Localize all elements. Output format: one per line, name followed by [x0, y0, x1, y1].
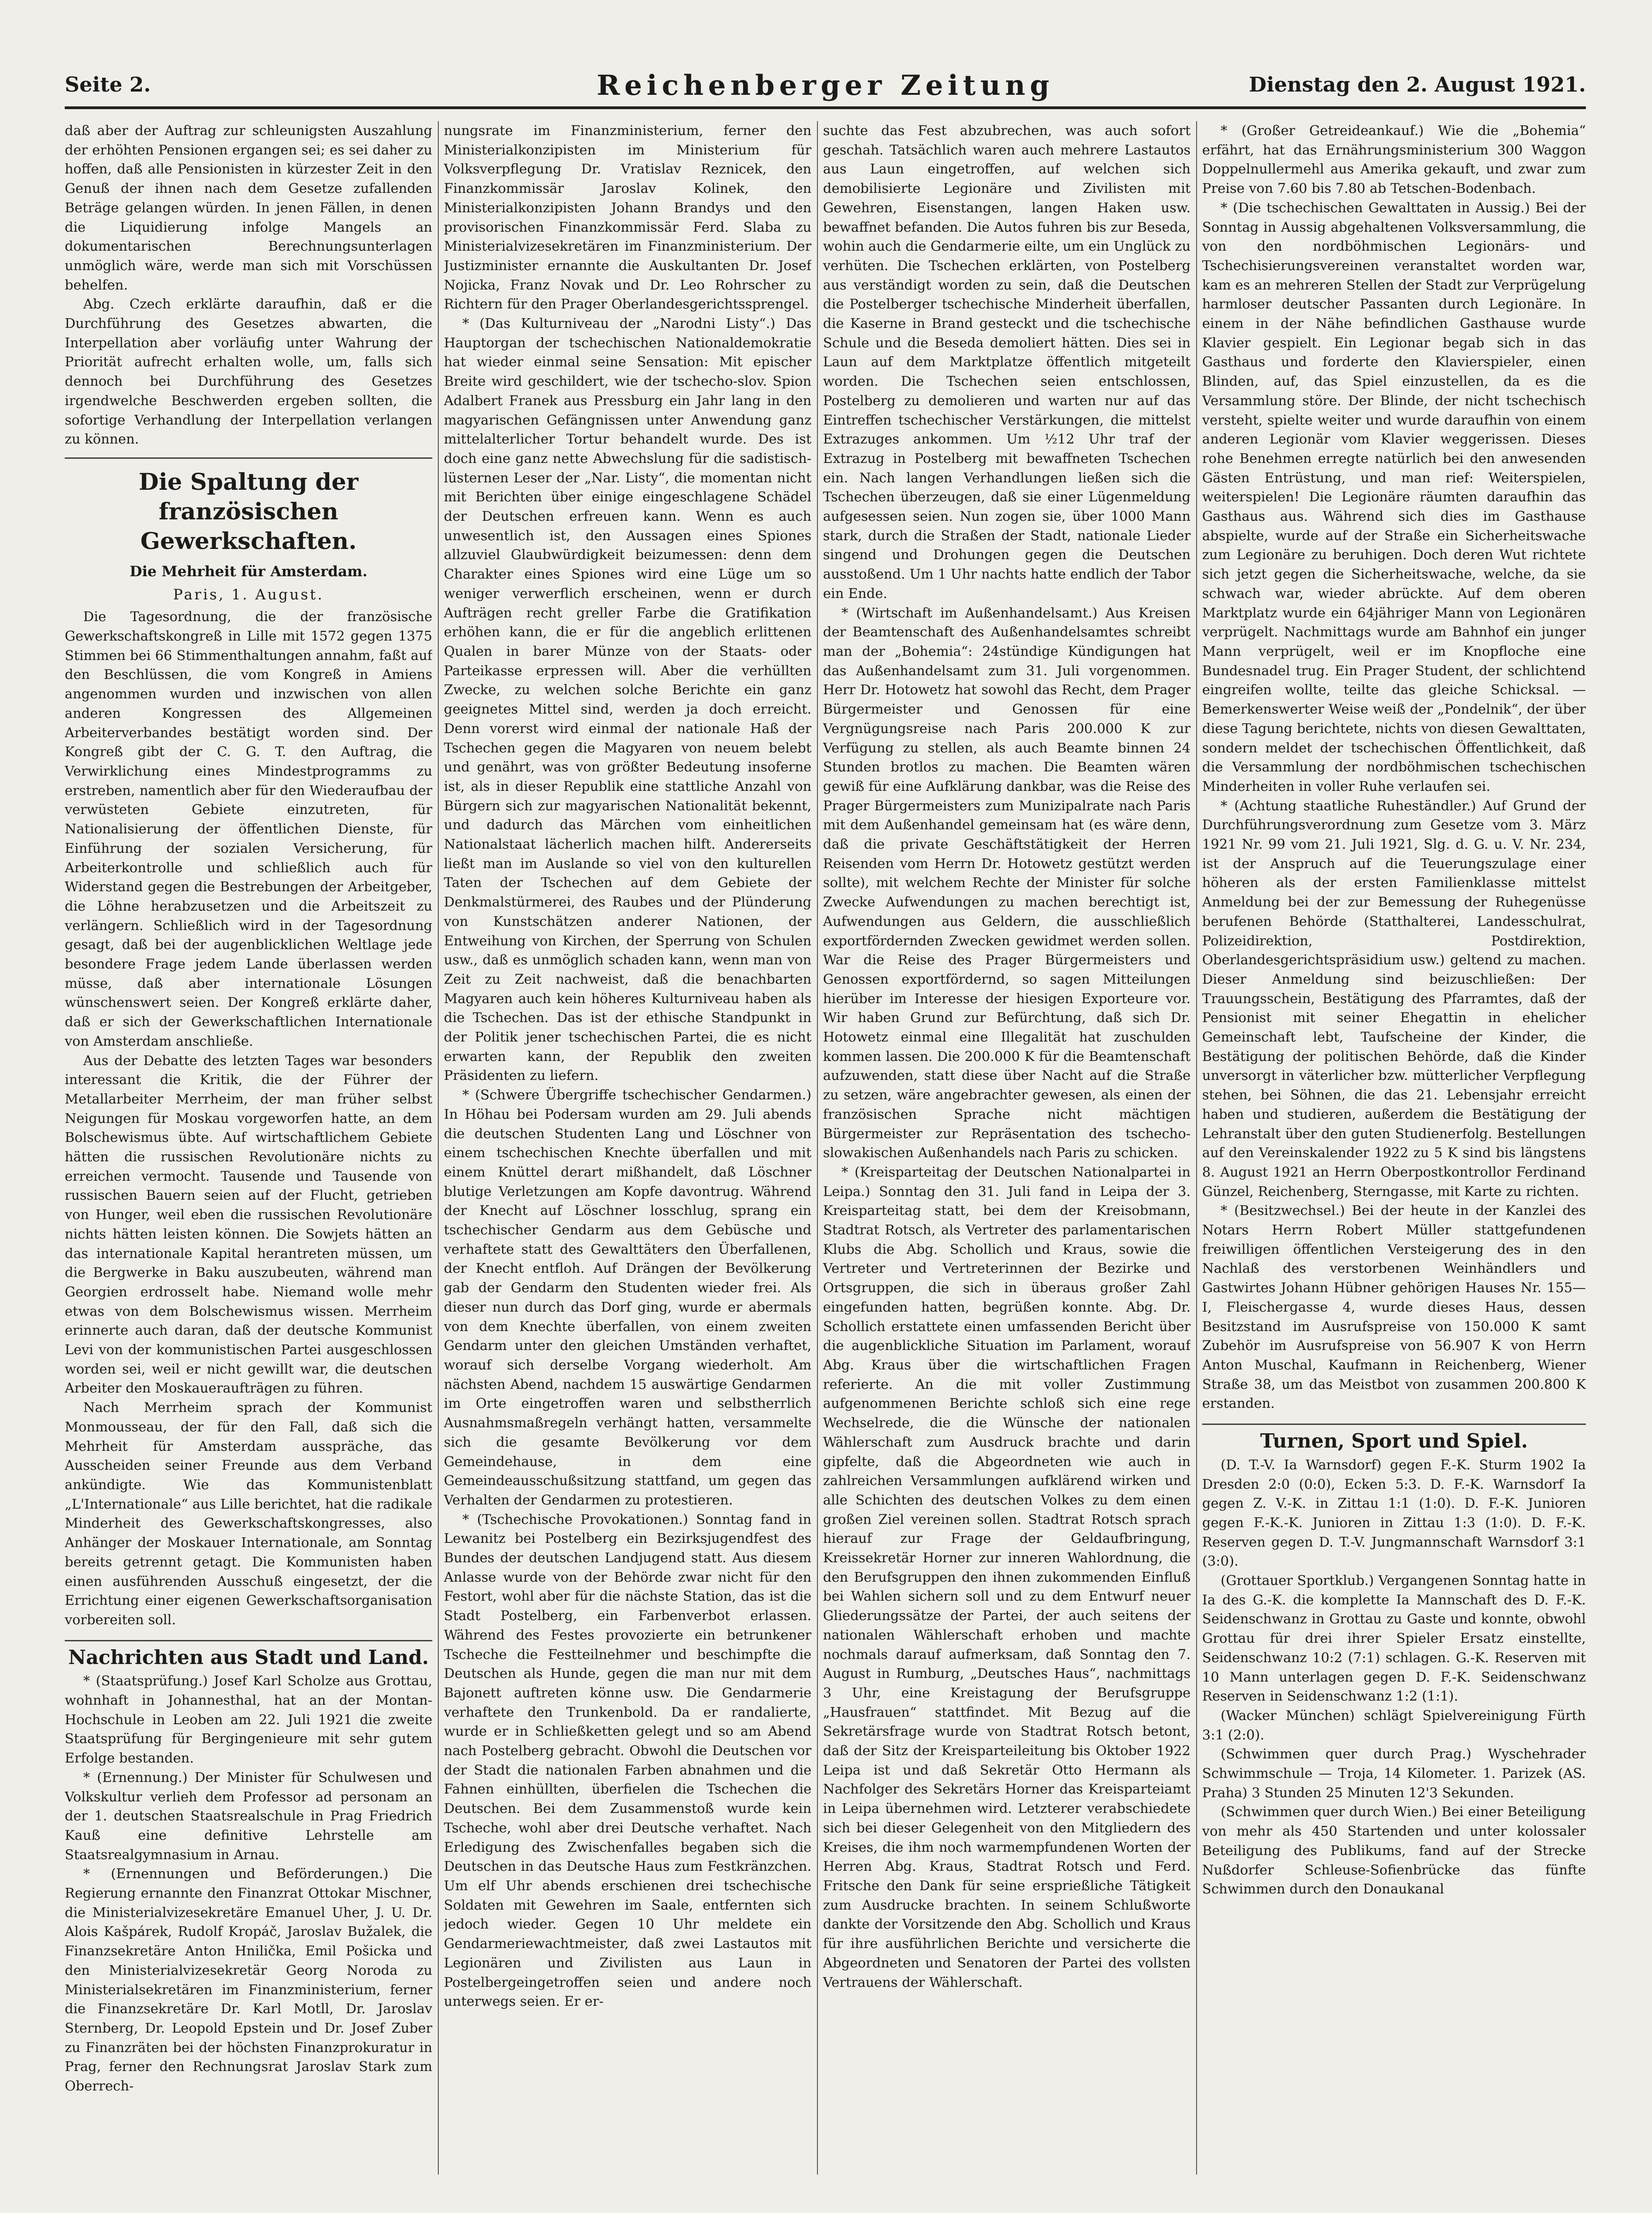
- sport-item: (Schwimmen quer durch Wien.) Bei einer Beteiligung von mehr als 450 Startenden und unter kolossaler Beteiligung des Publikums, fand auf der Strecke Nußdorfer Schleuse-Sofienbrücke das fünfte Schwimmen durch den Donaukanal: [1202, 1804, 1586, 1897]
- section-heading: Nachrichten aus Stadt und Land.: [65, 1640, 432, 1667]
- column-3: [823, 121, 1191, 2175]
- news-item: * (Ernennung.) Der Minister für Schulwesen und Volkskultur verlieh dem Professor ad personam an der 1. deutschen Staatsrealschule in Prag Friedrich Kauß eine definitive Lehrstelle am Staatsrealgymnasium in Arnau.: [65, 1769, 432, 1862]
- news-item: * (Großer Getreideankauf.) Wie die „Bohemia“ erfährt, hat das Ernährungsministerium 300 Waggon Doppelnullermehl aus Amerika gekauft, und zwar zum Preise von 7.60 bis 7.80 ab Tetschen-Bodenbach.: [1202, 123, 1586, 197]
- news-item: nungsrate im Finanzministerium, ferner den Ministerialkonzipisten im Ministerium für Volksverpflegung Dr. Vratislav Reznicek, den Finanzkommissär Jaroslav Kolinek, den Ministerialkonzipisten Johann Brandys und den provisorischen Finanzkommissär Ferd. Slaba zu Ministerialvizesekretären im Finanzministerium. Der Justizminister ernannte die Auskultanten Dr. Josef Nojicka, Franz Novak und Dr. Leo Rohrscher zu Richtern für den Prager Oberlandesgerichtssprengel.: [444, 123, 811, 312]
- article-text: Abg. Czech erklärte daraufhin, daß er die Durchführung des Gesetzes abwarten, die Interpellation aber vorläufig unter Wahrung der Priorität aufrecht erhalten wolle, um, falls sich dennoch bei Durchführung des Gesetzes irgendwelche Beschwerden ergeben sollten, die sofortige Verhandlung der Interpellation verlangen zu können.: [65, 296, 432, 447]
- article-text: Nach Merrheim sprach der Kommunist Monmousseau, der für den Fall, daß sich die Mehrheit für Amsterdam ausspräche, das Ausscheiden seiner Freunde aus dem Verband ankündigte. Wie das Kommunistenblatt „L'Internationale“ aus Lille berichtet, hat die radikale Minderheit des Gewerkschaftskongresses, also Anhänger der Moskauer Internationale, am Sonntag bereits getrennt getagt. Die Kommunisten haben einen ausführenden Ausschuß eingesetzt, der die Errichtung einer eigenen Gewerkschaftsorganisation vorbereiten soll.: [65, 1399, 432, 1627]
- column-divider: [438, 121, 439, 2175]
- news-item: * (Ernennungen und Beförderungen.) Die Regierung ernannte den Finanzrat Ottokar Mischner, die Ministerialvizesekretäre Emanuel Uher, J. U. Dr. Alois Kašpárek, Rudolf Kropáč, Jaroslav Bužalek, die Finanzsekretäre Anton Hnilička, Emil Pošicka und den Ministerialvizesekretär Georg Noroda zu Ministerialsekretären im Finanzministerium, ferner die Finanzsekretäre Dr. Karl Motll, Dr. Jaroslav Sternberg, Dr. Leopold Epstein und Dr. Josef Zuber zu Finanzräten bei der höchsten Finanzprokuratur in Prag, ferner den Rechnungsrat Jaroslav Stark zum Oberrech-: [65, 1866, 432, 2094]
- column-1: [65, 121, 432, 2175]
- column-divider: [817, 121, 818, 2175]
- news-item: * (Tschechische Provokationen.) Sonntag fand in Lewanitz bei Postelberg ein Bezirksjugendfest des Bundes der deutschen Landjugend statt. Aus diesem Anlasse wurde von der Behörde zwar nicht für den Festort, wohl aber für die nächste Station, das ist die Stadt Postelberg, ein Farbenverbot erlassen. Während des Festes provozierte ein betrunkener Tscheche die Festteilnehmer und beschimpfte die Deutschen als Hunde, gegen die man nur mit dem Bajonett auftreten könne usw. Die Gendarmerie verhaftete den Trunkenbold. Da er randalierte, wurde er in Schließketten gelegt und so am Abend nach Postelberg gebracht. Obwohl die Deutschen vor der Stadt die nationalen Farben abnahmen und die Fahnen einhüllten, überfielen die Tschechen die Deutschen. Bei dem Zusammenstoß wurde kein Tscheche, wohl aber drei Deutsche verhaftet. Nach Erledigung des Zwischenfalles begaben sich die Deutschen in das Deutsche Haus zum Festkränzchen. Um elf Uhr abends erschienen drei tschechische Soldaten mit Gewehren im Saale, entfernten sich jedoch wieder. Gegen 10 Uhr meldete ein Gendarmeriewachtmeister, daß zwei Lastautos mit Legionären und Zivilisten aus Laun in Postelbergeingetroffen seien und andere noch unterwegs seien. Er er-: [444, 1511, 811, 2010]
- article-text: daß aber der Auftrag zur schleunigsten Auszahlung der erhöhten Pensionen ergangen sei; es sei daher zu hoffen, daß alle Pensionisten in kürzester Zeit in den Genuß der ihnen nach dem Gesetze zufallenden Beträge gelangen würden. In jenen Fällen, in denen die Liquidierung infolge Mangels an dokumentarischen Berechnungsunterlagen unmöglich wäre, werde man sich mit Vorschüssen behelfen.: [65, 123, 432, 293]
- issue-date: Dienstag den 2. August 1921.: [1249, 73, 1586, 97]
- section-heading: Turnen, Sport und Spiel.: [1202, 1424, 1586, 1451]
- news-item: * (Kreisparteitag der Deutschen Nationalpartei in Leipa.) Sonntag den 31. Juli fand in Leipa der 3. Kreisparteitag statt, bei dem der Kreisobmann, Stadtrat Rotsch, als Vertreter des parlamentarischen Klubs die Abg. Schollich und Kraus, sowie die Vertreter und Vertreterinnen der Bezirke und Ortsgruppen, die sich in überaus großer Zahl eingefunden hatten, begrüßen konnte. Abg. Dr. Schollich erstattete einen umfassenden Bericht über die augenblickliche Situation im Parlament, worauf Abg. Kraus über die wirtschaftlichen Fragen referierte. An die mit voller Zustimmung aufgenommenen Berichte schloß sich eine rege Wechselrede, die die Wünsche der nationalen Wählerschaft zum Ausdruck brachte und darin gipfelte, daß die Abgeordneten wie auch in zahlreichen Versammlungen aufklärend wirken und alle Schichten des deutschen Volkes zu dem einen großen Ziel vereinen sollen. Stadtrat Rotsch sprach hierauf zur Frage der Geldaufbringung, Kreissekretär Horner zur inneren Wahlordnung, die den Berufsgruppen den ihnen zukommenden Einfluß bei Wahlen sichern soll und zu dem Entwurf neuer Gliederungssätze der Partei, der auch seitens der nationalen Wählerschaft erhoben und machte nochmals darauf aufmerksam, daß Sonntag den 7. August in Rumburg, „Deutsches Haus“, nachmittags 3 Uhr, eine Kreistagung der Berufsgruppe „Hausfrauen“ stattfindet. Mit Bezug auf die Sekretärsfrage wurde von Stadtrat Rotsch betont, daß der Sitz der Kreisparteileitung bis Oktober 1922 Leipa ist und daß Sekretär Otto Hermann als Nachfolger des Sekretärs Horner das Kreisparteiamt in Leipa übernehmen wird. Letzterer verabschiedete sich bei dieser Gelegenheit von den Mitgliedern des Kreises, die ihm noch warmempfundenen Worten der Herren Abg. Kraus, Stadtrat Rotsch und Ferd. Fritsche den Dank für seine ersprießliche Tätigkeit zum Ausdrucke brachten. In seinem Schlußworte dankte der Vorsitzende den Abg. Schollich und Kraus für ihre ausführlichen Berichte und versicherte die Abgeordneten und Senatoren der Partei des vollsten Vertrauens der Wählerschaft.: [823, 1164, 1191, 1990]
- news-item: * (Schwere Übergriffe tschechischer Gendarmen.) In Höhau bei Podersam wurden am 29. Juli abends die deutschen Studenten Lang und Löschner von einem tschechischen Knechte überfallen und mit einem Knüttel derart mißhandelt, daß Löschner blutige Verletzungen am Kopfe davontrug. Während der Knecht auf Löschner losschlug, sprang ein tschechischer Gendarm aus dem Gebüsche und verhaftete statt des Gewalttäters den Überfallenen, der Knecht entfloh. Auf Drängen der Bevölkerung gab der Gendarm den Studenten wieder frei. Als dieser nun durch das Dorf ging, wurde er abermals von dem Knechte überfallen, von einem zweiten Gendarm unter den gleichen Umständen verhaftet, worauf sich derselbe Vorgang wiederholt. Am nächsten Abend, nachdem 15 auswärtige Gendarmen im Orte eingetroffen waren und selbstherrlich Ausnahmsmaßregeln verhängt hatten, versammelte sich die gesamte Bevölkerung vor dem Gemeindehause, in dem eine Gemeindeausschußsitzung stattfand, um gegen das Verhalten der Gendarmen zu protestieren.: [444, 1087, 811, 1508]
- article-divider: [65, 457, 432, 459]
- news-item: * (Achtung staatliche Ruheständler.) Auf Grund der Durchführungsverordnung zum Gesetze vom 3. März 1921 Nr. 99 vom 21. Juli 1921, Slg. d. G. u. V. Nr. 234, ist der Anspruch auf die Teuerungszulage einer höheren als der ersten Familienklasse mittelst Anmeldung bei der zur Bemessung der Ruhegenüsse berufenen Behörde (Statthalterei, Landesschulrat, Polizeidirektion, Postdirektion, Oberlandesgerichtspräsidium usw.) geltend zu machen. Dieser Anmeldung sind beizuschließen: Der Trauungsschein, Bestätigung des Pfarramtes, daß der Pensionist mit seiner Ehegattin in ehelicher Gemeinschaft lebt, Taufscheine der Kinder, die Bestätigung der politischen Behörde, daß die Kinder unversorgt in väterlicher bzw. mütterlicher Verpflegung stehen, bei Söhnen, die das 21. Lebensjahr erreicht haben und studieren, außerdem die Bestätigung der Lehranstalt über den guten Studienerfolg. Bestellungen auf den Vereinskalender 1922 zu 5 K sind bis längstens 8. August 1921 an Herrn Oberpostkontrollor Ferdinand Günzel, Reichenberg, Sterngasse, mit Karte zu richten.: [1202, 797, 1586, 1199]
- sport-item: (Wacker München) schlägt Spielvereinigung Fürth 3:1 (2:0).: [1202, 1707, 1586, 1743]
- article-subheadline: Die Mehrheit für Amsterdam.: [129, 563, 368, 580]
- news-item: * (Staatsprüfung.) Josef Karl Scholze aus Grottau, wohnhaft in Johannesthal, hat an der Montan-Hochschule in Leoben am 22. Juli 1921 die zweite Staatsprüfung für Bergingenieure mit sehr gutem Erfolge bestanden.: [65, 1673, 432, 1766]
- sport-item: (D. T.-V. Ia Warnsdorf) gegen F.-K. Sturm 1902 Ia Dresden 2:0 (0:0), Ecken 5:3. D. F.-K. Warnsdorf Ia gegen Z. V.-K. in Zittau 1:1 (1:0). D. F.-K. Junioren gegen F.-K.-K. Junioren in Zittau 1:3 (1:0). D. F.-K. Reserven gegen D. T.-V. Jungmannschaft Warnsdorf 3:1 (3:0).: [1202, 1456, 1586, 1569]
- masthead: Reichenberger Zeitung: [596, 69, 1054, 102]
- page-header: [65, 69, 1586, 109]
- news-item: * (Das Kulturniveau der „Narodni Listy“.) Das Hauptorgan der tschechischen Nationaldemokratie hat wieder einmal seine Sensation: Mit epischer Breite wird geschildert, wie der tschecho-slov. Spion Adalbert Franek aus Pressburg ein Jahr lang in den magyarischen Gefängnissen unter Anwendung ganz mittelalterlicher Tortur behandelt wurde. Des ist doch eine ganz nette Abwechslung für die sadistisch-lüsternen Leser der „Nar. Listy“, die momentan nicht mit Berichten über einige eingeschlagene Schädel der Deutschen erfreuen kann. Wenn es auch unwesentlich ist, den Aussagen eines Spiones allzuviel Glaubwürdigkeit beizumessen: denn dem Charakter eines Spiones wird eine Lüge um so weniger verwerflich erscheinen, wenn er durch Aufträgen recht greller Farbe die Gratifikation erhöhen kann, die er für die angeblich erlittenen Qualen in barer Münze von der Staats- oder Parteikasse erpressen will. Aber die verhüllten Zwecke, zu welchen solche Berichte ein ganz geeignetes Mittel sind, werden ja doch erreicht. Denn vorerst wird einmal der nationale Haß der Tschechen gegen die Magyaren von neuem belebt und genährt, was von größter Bedeutung insoferne ist, als in dieser Republik eine stattliche Anzahl von Bürgern sich zur magyarischen Nationalität bekennt, und dadurch das Märchen vom einheitlichen Nationalstaat lächerlich machen hilft. Andererseits ließt man im Auslande so viel von den kulturellen Taten der Tschechen auf dem Gebiete der Denkmalstürmerei, des Raubes und der Plünderung von Kunstschätzen anderer Nationen, der Entweihung von Kirchen, der Sperrung von Schulen usw., daß es unmöglich schaden kann, wenn man von Zeit zu Zeit nachweist, daß die benachbarten Magyaren auch kein höheres Kulturniveau haben als die Tschechen. Das ist der ethische Standpunkt in der Politik jener tschechischen Partei, die es nicht erwarten kann, der Republik den zweiten Präsidenten zu liefern.: [444, 315, 811, 1084]
- column-4: [1202, 121, 1586, 2175]
- news-item: suchte das Fest abzubrechen, was auch sofort geschah. Tatsächlich waren auch mehrere Lastautos aus Laun eingetroffen, auf welchen sich demobilisierte Legionäre und Zivilisten mit Gewehren, Eisenstangen, langen Haken usw. bewaffnet befanden. Die Autos fuhren bis zur Beseda, wohin auch die Gendarmerie eilte, um ein Unglück zu verhüten. Die Tschechen erklärten, von Postelberg aus verständigt worden zu sein, daß die Deutschen die Postelberger tschechische Minderheit überfallen, die Kaserne in Brand gesteckt und die tschechische Schule und die Beseda demoliert hätten. Dies sei in Laun auf dem Marktplatze öffentlich mitgeteilt worden. Die Tschechen seien entschlossen, Postelberg zu demolieren und warten nur auf das Eintreffen tschechischer Verstärkungen, die mittelst Extrazuges ankommen. Um ½12 Uhr traf der Extrazug in Postelberg mit bewaffneten Tschechen ein. Nach langen Verhandlungen ließen sich die Tschechen überzeugen, daß sie einer Lügenmeldung aufgesessen seien. Nun zogen sie, über 1000 Mann stark, durch die Straßen der Stadt, nationale Lieder singend und Drohungen gegen die Deutschen ausstoßend. Um 1 Uhr nachts hatte endlich der Tabor ein Ende.: [823, 123, 1191, 601]
- article-text: Aus der Debatte des letzten Tages war besonders interessant die Kritik, die der Führer der Metallarbeiter Merrheim, der man früher selbst Neigungen für Moskau vorgeworfen hatte, an dem Bolschewismus übte. Auf wirtschaftlichem Gebiete hätten die russischen Revolutionäre nichts zu erreichen vermocht. Tausende und Tausende von russischen Bauern seien auf der Flucht, getrieben von Hunger, weil eben die russischen Revolutionäre nichts hätten leisten können. Die Sowjets hätten an das internationale Kapital herantreten müssen, um die Bergwerke in Baku auszubeuten, während man Georgien erdrosselt habe. Niemand wolle mehr etwas von dem Bolschewismus wissen. Merrheim erinnerte auch daran, daß der deutsche Kommunist Levi von der kommunistischen Partei ausgeschlossen worden sei, weil er nicht gewillt war, die deutschen Arbeiter den Moskaueraufträgen zu führen.: [65, 1052, 432, 1396]
- news-item: * (Wirtschaft im Außenhandelsamt.) Aus Kreisen der Beamtenschaft des Außenhandelsamtes schreibt man der „Bohemia“: 24stündige Kündigungen hat das Außenhandelsamt zum 31. Juli vorgenommen. Herr Dr. Hotowetz hat sowohl das Recht, dem Prager Bürgermeister und Genossen für eine Vergnügungsreise nach Paris 200.000 K zur Verfügung zu stellen, als auch Beamte binnen 24 Stunden brotlos zu machen. Die Beamten wären gewiß für eine Aufklärung dankbar, was die Reise des Prager Bürgermeisters zum Munizipalrate nach Paris mit dem Außenhandel gemeinsam hat (es wäre denn, daß die private Geschäftstätigkeit der Herren Reisenden vom Herrn Dr. Hotowetz gestützt werden sollte), mit welchem Rechte der Minister für solche Zwecke Aufwendungen zu machen berechtigt ist, Aufwendungen aus Geldern, die ausschließlich exportfördernden Zwecken gewidmet werden sollen. War die Reise des Prager Bürgermeisters und Genossen exportfördernd, so sagen Mitteilungen hierüber im Interesse der hiesigen Exporteure vor. Wir haben Grund zur Befürchtung, daß sich Dr. Hotowetz einmal eine Illegalität hat zuschulden kommen lassen. Die 200.000 K für die Beamtenschaft aufzuwenden, statt diese über Nacht auf die Straße zu setzen, wäre angebrachter gewesen, als einen der französischen Sprache nicht mächtigen Bürgermeister zur Repräsentation des tschecho-slowakischen Außenhandels nach Paris zu schicken.: [823, 604, 1191, 1161]
- sport-item: (Grottauer Sportklub.) Vergangenen Sonntag hatte in Ia des G.-K. die komplette Ia Mannschaft des D. F.-K. Seidenschwanz in Grottau zu Gaste und konnte, obwohl Grottau für drei ihrer Spieler Ersatz einstellte, Seidenschwanz 10:2 (7:1) schlagen. G.-K. Reserven mit 10 Mann unterlagen gegen D. F.-K. Seidenschwanz Reserven in Seidenschwanz 1:2 (1:1).: [1202, 1572, 1586, 1704]
- news-item: * (Die tschechischen Gewalttaten in Aussig.) Bei der Sonntag in Aussig abgehaltenen Volksversammlung, die von den nordböhmischen Legionärs- und Tschechisierungsvereinen veranstaltet worden war, kam es an mehreren Stellen der Stadt zur Verprügelung harmloser deutscher Passanten durch Legionäre. In einem in der Nähe befindlichen Gasthause wurde Klavier gespielt. Ein Legionar begab sich in das Gasthaus und forderte den Klavierspieler, einen Blinden, auf, das Spiel einzustellen, da es die Versammlung störe. Der Blinde, der nicht tschechisch versteht, spielte weiter und wurde daraufhin von einem anderen Legionär vom Klavier weggerissen. Dieses rohe Benehmen erregte natürlich bei den anwesenden Gästen Entrüstung, und man rief: Weiterspielen, weiterspielen! Die Legionäre räumten daraufhin das Gasthaus aus. Während sich dies im Gasthause abspielte, wurde auf der Straße ein Sicherheitswache zum Legionäre zu beruhigen. Doch deren Wut richtete sich jetzt gegen die Sicherheitswache, welche, da sie schwach war, wieder abrückte. Auf dem oberen Marktplatz wurde ein 64jähriger Mann von Legionären verprügelt. Nachmittags wurde am Bahnhof ein junger Mann verprügelt, weil er im Knopfloche eine Bundesnadel trug. Ein Prager Student, der schlichtend eingreifen wollte, teilte das gleiche Schicksal. — Bemerkenswerter Weise weiß der „Pondelnik“, der über diese Tagung berichtete, nichts von diesen Gewalttaten, sondern meldet der tschechischen Öffentlichkeit, daß die Versammlung der nordböhmischen tschechischen Minderheiten in voller Ruhe verlaufen sei.: [1202, 199, 1586, 794]
- article-headline: Die Spaltung der französischen Gewerkschaften.: [138, 468, 359, 555]
- sport-item: (Schwimmen quer durch Prag.) Wyschehrader Schwimmschule — Troja, 14 Kilometer. 1. Parizek (AS. Praha) 3 Stunden 25 Minuten 12'3 Sekunden.: [1202, 1746, 1586, 1800]
- article-text: Die Tagesordnung, die der französische Gewerkschaftskongreß in Lille mit 1572 gegen 1375 Stimmen bei 66 Stimmenthaltungen annahm, faßt auf den Beschlüssen, die vom Kongreß in Amiens angenommen wurden und inzwischen von allen anderen Kongressen des Allgemeinen Arbeiterverbandes bestätigt worden sind. Der Kongreß gibt der C. G. T. den Auftrag, die Verwirklichung eines Mindestprogramms zu erstreben, namentlich aber für den Wiederaufbau der verwüsteten Gebiete einzutreten, für Nationalisierung der öffentlichen Dienste, für Einführung der sozialen Versicherung, für Arbeiterkontrolle und schließlich auch für Widerstand gegen die Bestrebungen der Arbeitgeber, die Löhne herabzusetzen und die Arbeitszeit zu verlängern. Schließlich wird in der Tagesordnung gesagt, daß bei der augenblicklichen Weltlage jede besondere Frage jedem Lande überlassen werden müsse, daß aber internationale Lösungen wünschenswert seien. Der Kongreß erklärte daher, daß er sich der Gewerkschaftlichen Internationale von Amsterdam anschließe.: [65, 609, 432, 1049]
- news-item: * (Besitzwechsel.) Bei der heute in der Kanzlei des Notars Herrn Robert Müller stattgefundenen freiwilligen öffentlichen Versteigerung des in den Nachlaß des verstorbenen Weinhändlers und Gastwirtes Johann Hübner gehörigen Hauses Nr. 155—I, Fleischergasse 4, wurde dieses Haus, dessen Besitzstand im Ausrufspreise von 150.000 K samt Zubehör im Ausrufspreise von 56.907 K von Herrn Anton Muschal, Kaufmann in Reichenberg, Wiener Straße 38, um das Meistbot von zusammen 200.800 K erstanden.: [1202, 1202, 1586, 1412]
- page-number: Seite 2.: [65, 73, 151, 97]
- column-divider: [1196, 121, 1197, 2175]
- article-dateline: Paris, 1. August.: [173, 586, 324, 603]
- column-2: [444, 121, 811, 2175]
